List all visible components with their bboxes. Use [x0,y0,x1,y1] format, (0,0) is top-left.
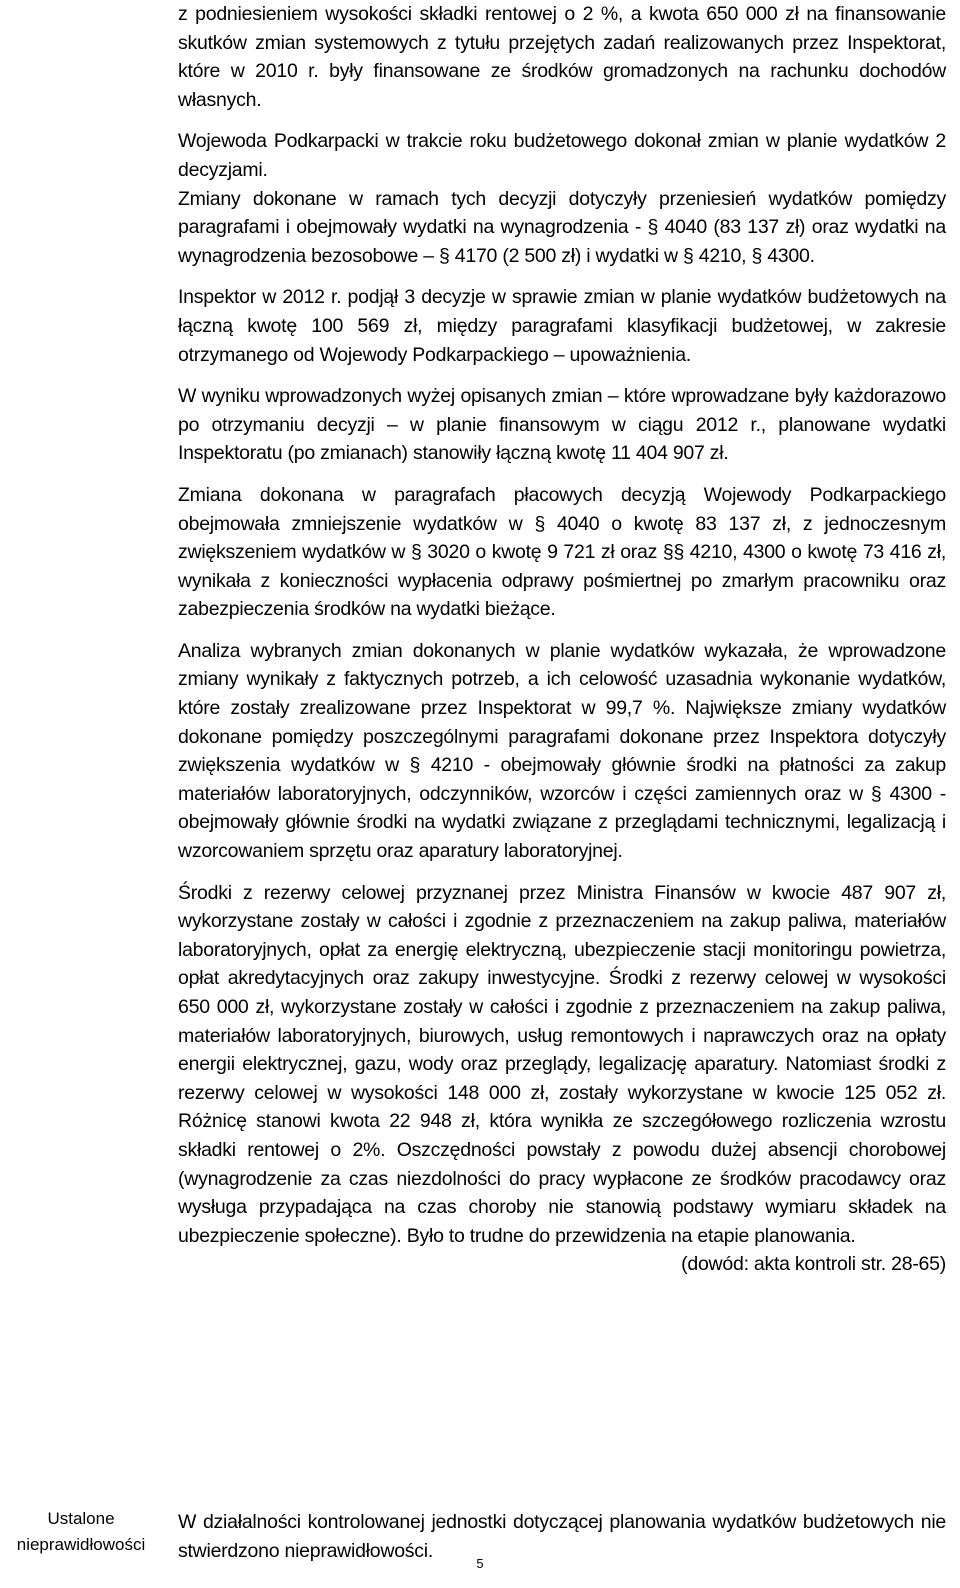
paragraph-salary-changes: Zmiana dokonana w paragrafach płacowych decyzją Wojewody Podkarpackiego obejmowała zmniejszenie wydatków w § 4040 o kwotę 83 137 zł, z jednoczesnym zwiększeniem wydatków w § 3020 o kwotę 9 721 zł oraz §§ 4210, 4300 o kwotę 73 416 zł, wynikała z konieczności wypłacenia odprawy pośmiertnej po zmarłym pracowniku oraz zabezpieczenia środków na wydatki bieżące. [178,483,946,621]
paragraph-reserve-funds: Środki z rezerwy celowej przyznanej przez Ministra Finansów w kwocie 487 907 zł, wykorzystane zostały w całości i zgodnie z przeznaczeniem na zakup paliwa, materiałów laboratoryjnych, opłat za energię elektryczną, ubezpieczenie stacji monitoringu powietrza, opłat akredytacyjnych oraz zakupy inwestycyjne. Środki z rezerwy celowej w wysokości 650 000 zł, wykorzystane zostały w całości i zgodnie z przeznaczeniem na zakup paliwa, materiałów laboratoryjnych, biurowych, usług remontowych i naprawczych oraz na opłaty energii elektrycznej, gazu, wody oraz przeglądy, legalizację aparatury. Natomiast środki z rezerwy celowej w wysokości 148 000 zł, zostały wykorzystane w kwocie 125 052 zł. Różnicę stanowi kwota 22 948 zł, która wynikła ze szczegółowego rozliczenia wzrostu składki rentowej o 2%. Oszczędności powstały z powodu dużej absencji chorobowej (wynagrodzenie za czas niezdolności do pracy wypłacone ze środków pracodawcy oraz wysługa przypadająca na czas choroby nie stanowią podstawy wymiaru składek na ubezpieczenie społeczne). Było to trudne do przewidzenia na etapie planowania. [178,881,946,1247]
page-number: 5 [476,1556,484,1571]
paragraph-planned-expenses: W wyniku wprowadzonych wyżej opisanych zmian – które wprowadzane były każdorazowo po otrzymaniu decyzji – w planie finansowym w ciągu 2012 r., planowane wydatki Inspektoratu (po zmianach) stanowiły łączną kwotę 11 404 907 zł. [178,385,946,465]
paragraph-intro: z podniesieniem wysokości składki rentowej o 2 %, a kwota 650 000 zł na finansowanie skutków zmian systemowych z tytułu przejętych zadań realizowanych przez Inspektorat, które w 2010 r. były finansowane ze środków gromadzonych na rachunku dochodów własnych. [178,3,946,111]
paragraph-inspector-decisions: Inspektor w 2012 r. podjął 3 decyzje w sprawie zmian w planie wydatków budżetowych na łączną kwotę 100 569 zł, między paragrafami klasyfikacji budżetowej, w zakresie otrzymanego od Wojewody Podkarpackiego – upoważnienia. [178,286,946,366]
paragraph-wojewoda: Wojewoda Podkarpacki w trakcie roku budżetowego dokonał zmian w planie wydatków 2 decyzjami. [178,130,946,181]
paragraph-analysis: Analiza wybranych zmian dokonanych w planie wydatków wykazała, że wprowadzone zmiany wynikały z faktycznych potrzeb, a ich celowość uzasadnia wykonanie wydatków, które zostały zrealizowane przez Inspektorat w 99,7 %. Największe zmiany wydatków dokonane pomiędzy poszczególnymi paragrafami dokonane przez Inspektora dotyczyły zwiększenia wydatków w § 4210 - obejmowały głównie środki na płatności za zakup materiałów laboratoryjnych, odczynników, wzorców i części zamiennych oraz w § 4300 -obejmowały głównie środki na wydatki związane z przeglądami technicznymi, legalizacją i wzorcowaniem sprzętu oraz aparatury laboratoryjnej. [178,639,946,863]
paragraph-changes: Zmiany dokonane w ramach tych decyzji dotyczyły przeniesień wydatków pomiędzy paragrafami i obejmowały wydatki na wynagrodzenia - § 4040 (83 137 zł) oraz wydatki na wynagrodzenia bezosobowe – § 4170 (2 500 zł) i wydatki w § 4210, § 4300. [178,187,946,267]
main-text-column [178,0,946,1279]
paragraph-conclusion: W działalności kontrolowanej jednostki dotyczącej planowania wydatków budżetowych nie stwierdzono nieprawidłowości. [178,1511,946,1562]
proof-note: (dowód: akta kontroli str. 28-65) [681,1253,946,1276]
side-label-findings: Ustalone nieprawidłowości [16,1509,146,1554]
